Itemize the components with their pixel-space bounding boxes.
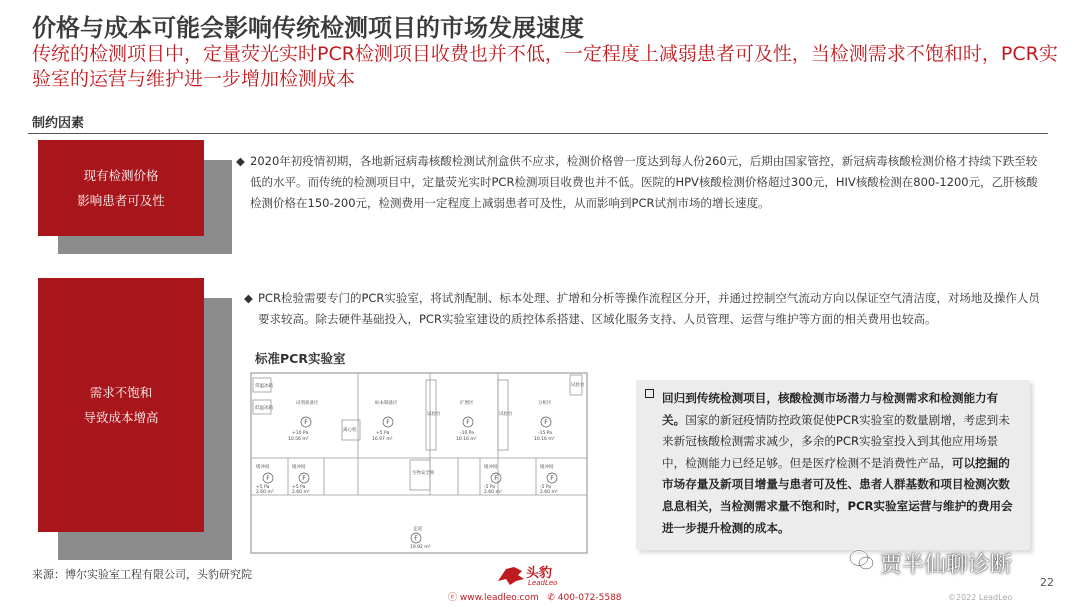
floorplan-buffer-label: 缓冲间 [484, 465, 498, 470]
floorplan-buffer-label: 缓冲间 [256, 465, 270, 470]
web-icon: ⓔ [448, 593, 458, 603]
logo-subtitle: LeadLeo [528, 579, 558, 587]
conclusion-bold-lead: 回归到传统检测项目，核酸检测市场潜力与检测需求和检测能力有关。 [662, 391, 999, 427]
floorplan-area: 2.60 m² [256, 490, 274, 495]
floorplan-buffer-label: 缓冲间 [292, 465, 306, 470]
floorplan-storage-label: 低温冰箱 [255, 406, 273, 411]
floorplan-area: 2.60 m² [540, 490, 558, 495]
factor-bullet-text: PCR检验需要专门的PCR实验室，将试剂配制、标本处理、扩增和分析等操作流程区分开，并通过控制空气流动方向以保证空气清洁度，对场地及操作人员要求较高。除去硬件基础投入，PCR实验室建设的质控体系搭建、区域化服务支持、人员管理、运营与维护等方面的相关费用也较高。 [258, 291, 1040, 326]
floorplan-room-label: 试剂准备区 [296, 401, 319, 406]
floorplan-area: 16.97 m² [372, 437, 393, 442]
floorplan-room-label: 扩增区 [460, 401, 474, 406]
fan-icon: F [494, 475, 498, 482]
fan-icon: F [414, 535, 418, 542]
floorplan-area: 2.60 m² [484, 490, 502, 495]
floorplan-equipment-label: 试验台 [571, 383, 585, 388]
floorplan-pressure: +5 Pa [376, 431, 390, 436]
fan-icon: F [466, 419, 470, 426]
conclusion-box [636, 380, 1030, 550]
conclusion-bold-tail: 可以挖掘的市场存量及新项目增量与患者可及性、患者人群基数和项目检测次数息息相关，当检测需求量不饱和时，PCR实验室运营与维护的费用会进一步提升检测的成本。 [662, 455, 1013, 535]
section-label: 制约因素 [32, 116, 85, 131]
floorplan-room-label: 分析区 [538, 401, 552, 406]
floorplan-area: 10.56 m² [288, 437, 309, 442]
factor-label-line2: 导致成本增高 [83, 410, 159, 425]
checkbox-bullet-icon [645, 389, 654, 398]
floorplan-buffer-label: 缓冲间 [540, 465, 554, 470]
factor-card-price [38, 140, 204, 236]
floorplan-area: 10.16 m² [456, 437, 477, 442]
floorplan-equipment-label: 离心机 [343, 428, 357, 433]
floorplan-room-label: 走道 [413, 527, 422, 532]
page-number: 22 [1040, 576, 1054, 589]
floorplan-pressure: -5 Pa [540, 485, 552, 490]
floorplan-room-label: 标本制备区 [375, 401, 398, 406]
factor-bullet-demand [244, 288, 1044, 330]
page-title: 价格与成本可能会影响传统检测项目的市场发展速度 [32, 14, 584, 42]
floorplan-area: 10.16 m² [534, 437, 555, 442]
source-note: 来源：博尔实验室工程有限公司，头豹研究院 [32, 568, 252, 581]
floorplan-equipment-label: 试验台 [427, 412, 441, 417]
fan-icon: F [544, 419, 548, 426]
fan-icon: F [304, 419, 308, 426]
floorplan-area: 19.92 m² [410, 545, 431, 550]
fan-icon: F [550, 475, 554, 482]
conclusion-text [646, 388, 1020, 539]
factor-bullet-price [236, 151, 1042, 214]
floorplan-pressure: +5 Pa [256, 485, 270, 490]
floorplan-equipment-label: 试验台 [499, 412, 513, 417]
pcr-lab-floorplan [248, 370, 590, 556]
floorplan-pressure: -10 Pa [460, 431, 475, 436]
contact-footer [448, 590, 622, 603]
floorplan-equipment-label: 生物安全柜 [412, 471, 435, 476]
conclusion-regular: 国家的新冠疫情防控政策促使PCR实验室的数量剧增，考虑到未来新冠核酸检测需求减少，多余的PCR实验室投入到其他应用场景中，检测能力已经足够。但是医疗检测不是消费性产品， [662, 412, 1010, 470]
diamond-bullet-icon: ◆ [236, 154, 245, 168]
floorplan-area: 2.60 m² [292, 490, 310, 495]
floorplan-storage-label: 常温冰箱 [255, 384, 273, 389]
factor-label-line2: 影响患者可及性 [77, 193, 165, 208]
section-divider [28, 133, 1048, 134]
phone-icon: ✆ [547, 593, 555, 603]
phone-number: 400-072-5588 [557, 593, 622, 603]
floorplan-pressure: -15 Pa [538, 431, 553, 436]
factor-card-demand [38, 278, 204, 532]
pcr-lab-title: 标准PCR实验室 [255, 351, 346, 366]
diamond-bullet-icon: ◆ [244, 291, 253, 305]
floorplan-pressure: +5 Pa [292, 485, 306, 490]
floorplan-pressure: -5 Pa [484, 485, 496, 490]
watermark-text: 贾半仙聊诊断 [880, 553, 1013, 578]
copyright: ©2022 LeadLeo [948, 593, 1013, 602]
fan-icon: F [302, 475, 306, 482]
fan-icon: F [386, 419, 390, 426]
factor-label-line1: 现有检测价格 [83, 168, 159, 183]
website-link[interactable]: www.leadleo.com [459, 593, 539, 603]
page-subtitle: 传统的检测项目中，定量荧光实时PCR检测项目收费也并不低，一定程度上减弱患者可及性，当检测需求不饱和时，PCR实验室的运营与维护进一步增加检测成本 [32, 43, 1058, 90]
floorplan-pressure: +10 Pa [292, 431, 309, 436]
factor-bullet-text: 2020年初疫情初期，各地新冠病毒核酸检测试剂盒供不应求，检测价格曾一度达到每人份260元，后期由国家管控，新冠病毒核酸检测价格才持续下跌至较低的水平。而传统的检测项目中，定量荧光实时PCR检测项目收费也并不低。医院的HPV核酸检测价格超过300元，HIV核酸检测在800-1200元，乙肝核酸检测价格在150-200元，检测费用一定程度上减弱患者可及性，从而影响到PCR试剂市场的增长速度。 [250, 154, 1038, 210]
fan-icon: F [266, 475, 270, 482]
wechat-icon [848, 548, 876, 572]
factor-label-line1: 需求不饱和 [89, 385, 153, 400]
logo-name: 头豹 [526, 566, 553, 581]
